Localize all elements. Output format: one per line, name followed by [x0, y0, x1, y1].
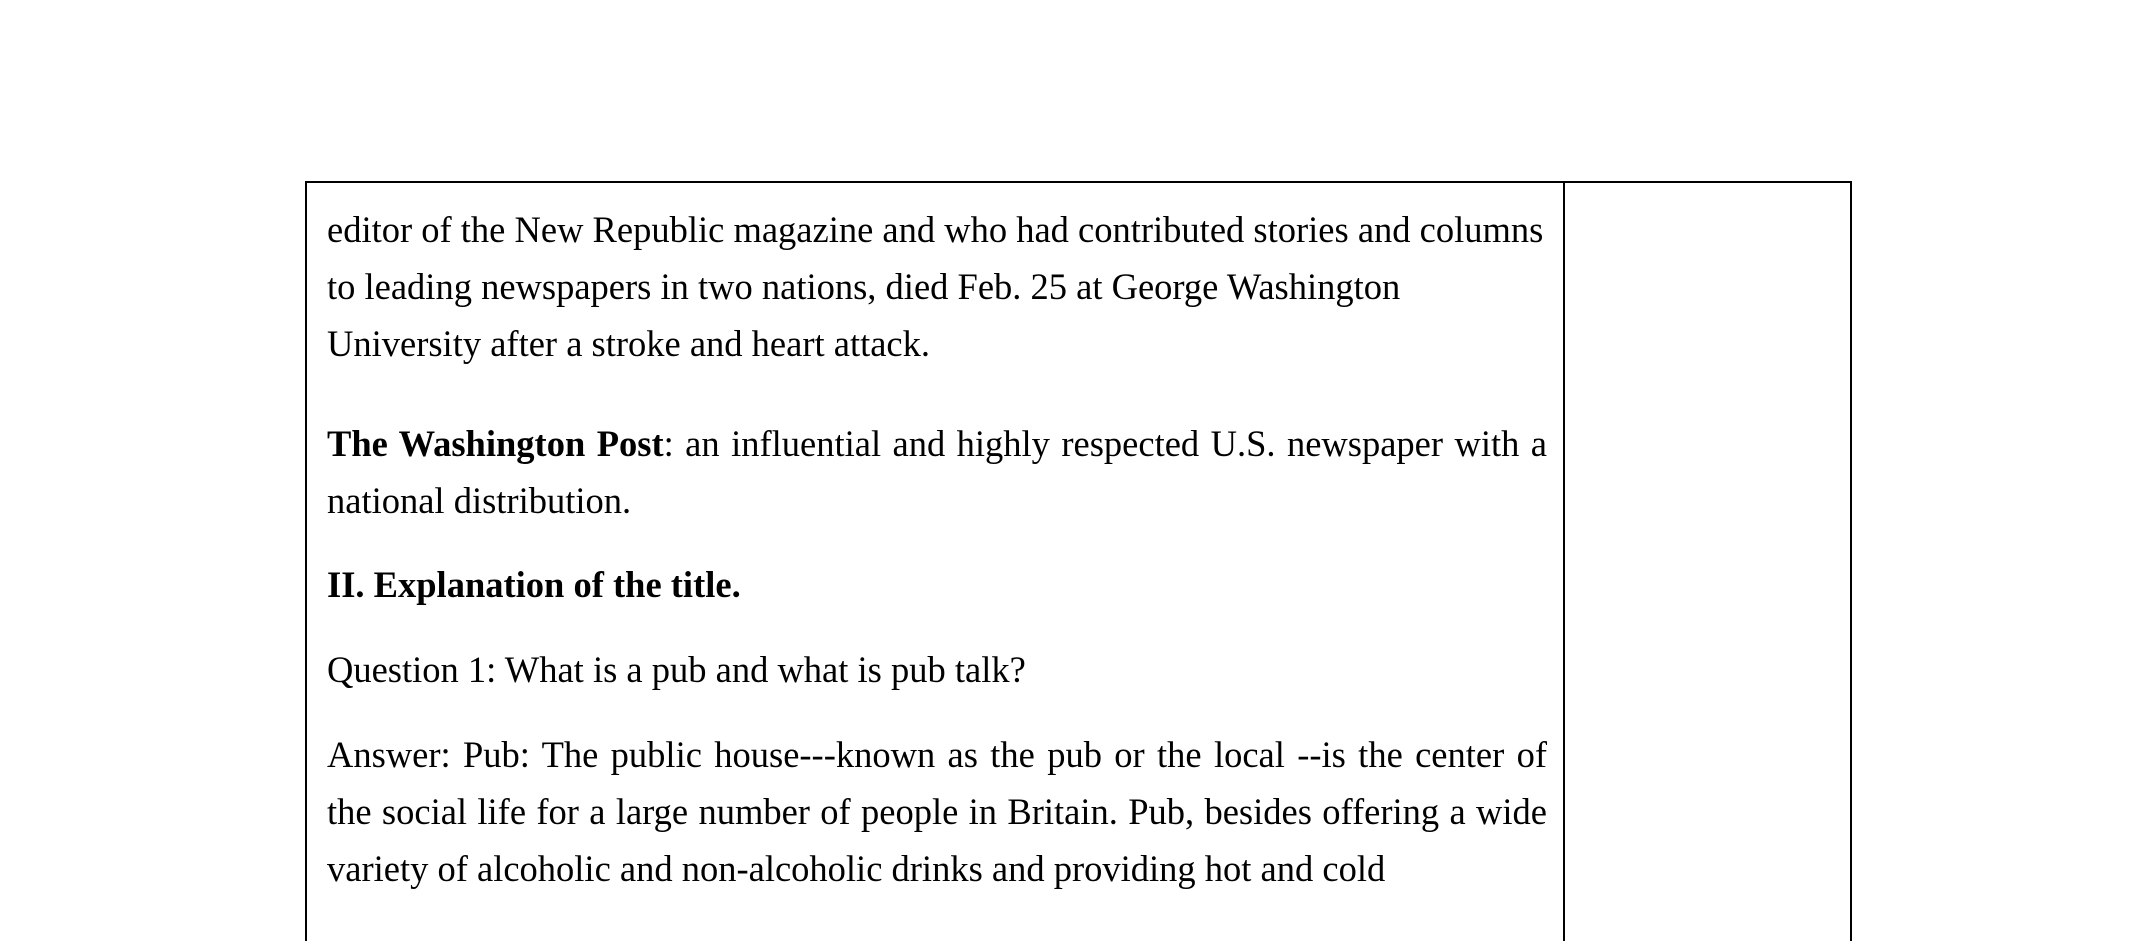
- section-heading-text: II. Explanation of the title.: [327, 564, 741, 605]
- section-heading: [327, 556, 1547, 613]
- paragraph-washington-post: [327, 415, 1547, 529]
- column-divider: [1563, 183, 1565, 941]
- document-table: [305, 181, 1852, 941]
- term-washington-post: The Washington Post: [327, 423, 664, 464]
- main-text-cell: [327, 183, 1547, 897]
- definition-washington-post: : an influential and highly respected U.S. newspaper with a national distribution.: [327, 423, 1547, 521]
- question-paragraph: Question 1: What is a pub and what is pub talk?: [327, 649, 1026, 690]
- answer-paragraph: Answer: Pub: The public house---known as the pub or the local --is the center of the social life for a large number of people in Britain. Pub, besides offering a wide variety of alcoholic and non-alcoholic drinks and providing hot and cold: [327, 734, 1547, 889]
- paragraph-intro-continuation: editor of the New Republic magazine and who had contributed stories and columns to leading newspapers in two nations, died Feb. 25 at George Washington University after a stroke and heart attack.: [327, 209, 1544, 364]
